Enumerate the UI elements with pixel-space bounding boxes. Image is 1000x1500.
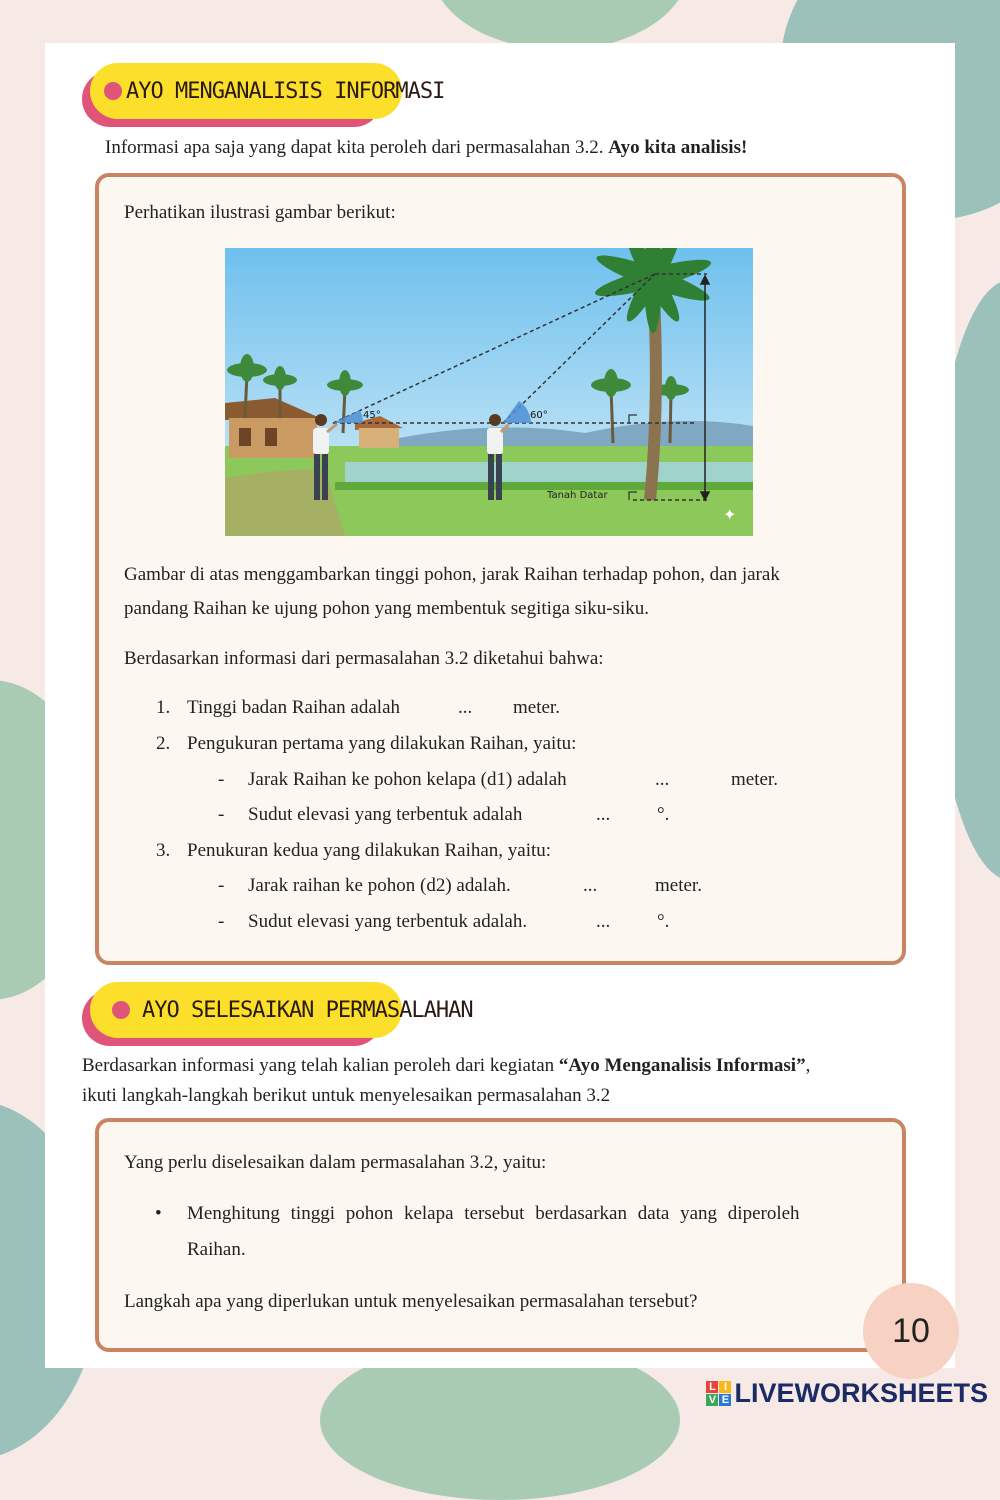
angle-60-label: 60° (530, 410, 548, 421)
task-line1: Menghitung tinggi pohon kelapa tersebut berdasarkan data yang diperoleh (187, 1203, 800, 1224)
brand-name: LIVEWORKSHEETS (734, 1378, 988, 1408)
sub-item-dash: - (218, 769, 225, 790)
rice-water (345, 462, 753, 482)
blank-angle1[interactable]: ... (596, 804, 611, 825)
list-item-1-text: Tinggi badan Raihan adalah (187, 697, 401, 718)
blank-height[interactable]: ... (458, 697, 473, 718)
solve-intro-line1: Berdasarkan informasi yang telah kalian peroleh dari kegiatan “Ayo Menganalisis Informasi”, (82, 1055, 811, 1076)
unit-meter: meter. (513, 697, 560, 718)
bullet-dot-icon (112, 1001, 130, 1019)
list-item-3-text: Penukuran kedua yang dilakukan Raihan, yaitu: (187, 840, 552, 861)
ground-label: Tanah Datar (547, 490, 608, 501)
analyze-section-title: AYO MENGANALISIS INFORMASI (126, 78, 445, 104)
figure-description-line1: Gambar di atas menggambarkan tinggi pohon, jarak Raihan terhadap pohon, dan jarak (124, 564, 780, 585)
task-line2: Raihan. (187, 1239, 246, 1260)
analyze-section-header (90, 63, 445, 119)
list-number-3: 3. (156, 840, 171, 861)
solve-prompt: Yang perlu diselesaikan dalam permasalahan 3.2, yaitu: (124, 1152, 547, 1173)
illustration-svg (225, 248, 753, 536)
solve-intro-line2: ikuti langkah-langkah berikut untuk menyelesaikan permasalahan 3.2 (82, 1085, 611, 1106)
page-number-badge (863, 1283, 959, 1379)
list-number-1: 1. (156, 697, 171, 718)
list-number-2: 2. (156, 733, 171, 754)
logo-letter: L (706, 1381, 718, 1393)
solve-section-header (90, 982, 473, 1038)
liveworksheets-brand[interactable] (706, 1378, 988, 1409)
figure-description-line2: pandang Raihan ke ujung pohon yang membentuk segitiga siku-siku. (124, 598, 650, 619)
sub-item-d1-text: Jarak Raihan ke pohon kelapa (d1) adalah (248, 769, 567, 790)
figure-prompt: Perhatikan ilustrasi gambar berikut: (124, 202, 396, 223)
logo-letter: E (719, 1394, 731, 1406)
bullet-dot-icon (104, 82, 122, 100)
page-number: 10 (892, 1311, 930, 1350)
analyze-intro: Informasi apa saja yang dapat kita peroleh dari permasalahan 3.2. Ayo kita analisis! (105, 137, 748, 158)
list-item-2-text: Pengukuran pertama yang dilakukan Raihan, yaitu: (187, 733, 577, 754)
tree-elevation-illustration (225, 248, 753, 536)
unit-degree: °. (657, 911, 670, 932)
rice-field-row (335, 482, 753, 490)
known-intro: Berdasarkan informasi dari permasalahan 3.2 diketahui bahwa: (124, 648, 604, 669)
sub-item-dash: - (218, 804, 225, 825)
solve-section-title: AYO SELESAIKAN PERMASALAHAN (142, 997, 473, 1023)
blank-angle2[interactable]: ... (596, 911, 611, 932)
sub-item-d2-text: Jarak raihan ke pohon (d2) adalah. (248, 875, 511, 896)
bullet-icon: • (155, 1203, 162, 1224)
blank-d1[interactable]: ... (655, 769, 670, 790)
logo-letter: V (706, 1394, 718, 1406)
sub-item-angle1-text: Sudut elevasi yang terbentuk adalah (248, 804, 523, 825)
blank-d2[interactable]: ... (583, 875, 598, 896)
angle-45-label: 45° (363, 410, 381, 421)
unit-meter: meter. (731, 769, 778, 790)
logo-letter: I (719, 1381, 731, 1393)
sub-item-dash: - (218, 875, 225, 896)
sparkle-icon: ✦ (723, 505, 737, 524)
liveworksheets-logo-icon (706, 1381, 731, 1406)
solve-question: Langkah apa yang diperlukan untuk menyelesaikan permasalahan tersebut? (124, 1291, 698, 1312)
unit-degree: °. (657, 804, 670, 825)
unit-meter: meter. (655, 875, 702, 896)
sub-item-angle2-text: Sudut elevasi yang terbentuk adalah. (248, 911, 528, 932)
sub-item-dash: - (218, 911, 225, 932)
